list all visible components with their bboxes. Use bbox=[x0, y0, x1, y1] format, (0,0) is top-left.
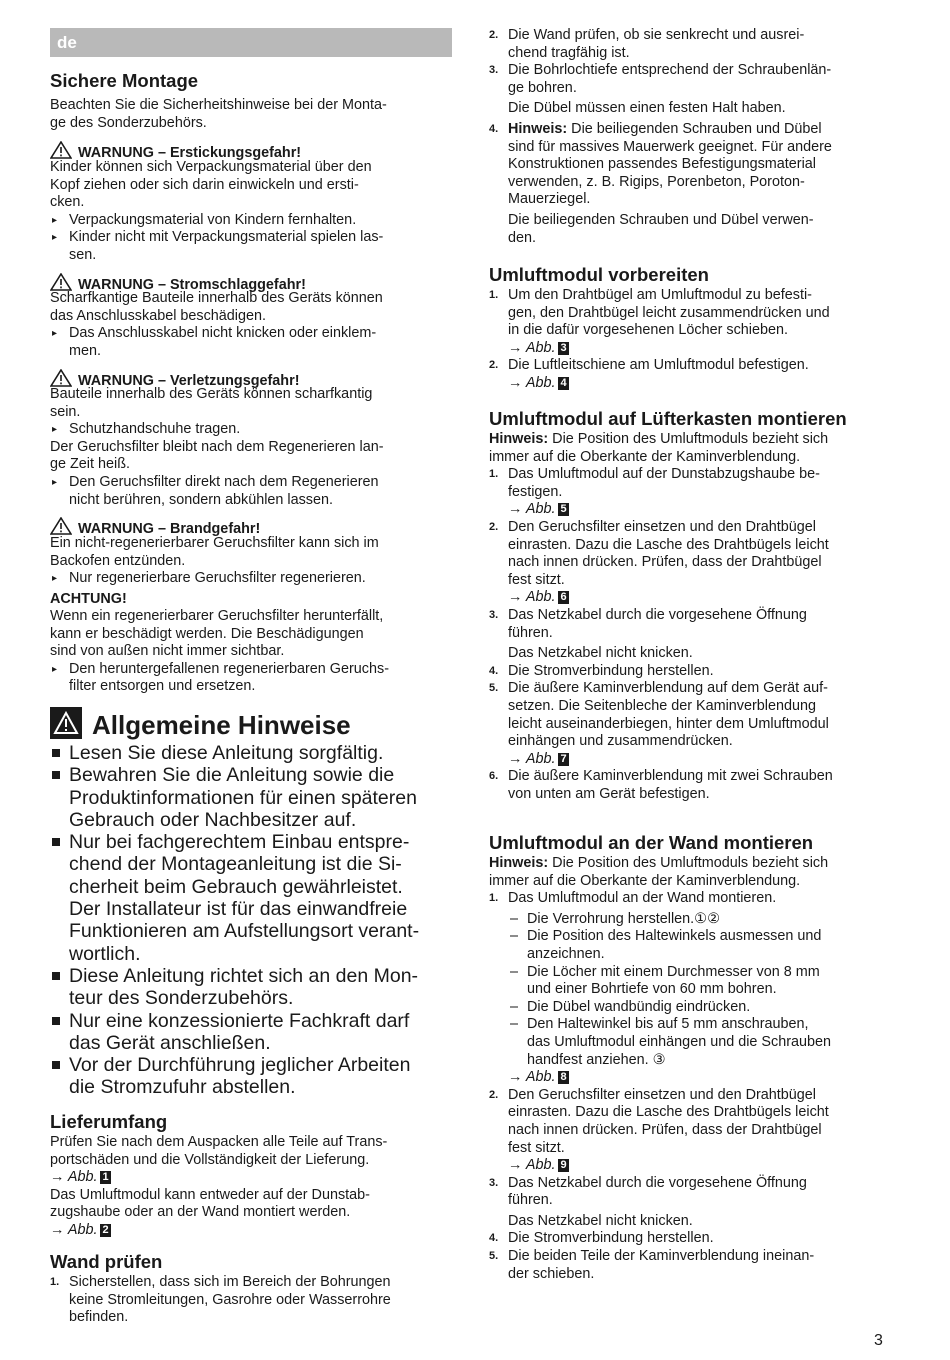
bullet-icon: ▸ bbox=[52, 476, 58, 488]
figure-number-badge: 8 bbox=[560, 1071, 567, 1084]
sub-item: – Die Dübel wandbündig eindrücken. bbox=[510, 998, 751, 1015]
arrow-icon: → bbox=[50, 1169, 65, 1186]
list-item: 1. Um den Drahtbügel am Umluftmodul zu befesti- gen, den Drahtbügel leicht zusammendrücken und in die dafür vorgesehenen Löcher schieben. → Abb. 3 bbox=[489, 287, 899, 357]
sub-item: – Den Haltewinkel bis auf 5 mm anschrauben, das Umluftmodul einhängen und die Schrauben handfest anziehen. ③ bbox=[510, 1016, 832, 1068]
list-item: 6. Die äußere Kaminverblendung mit zwei Schrauben von unten am Gerät befestigen. bbox=[489, 768, 833, 802]
list-item: Bewahren Sie die Anleitung sowie die Produktinformationen für einen späteren Gebrauch oder Nachbesitzer auf. bbox=[50, 764, 455, 831]
figure-number-badge: 9 bbox=[560, 1159, 567, 1172]
arrow-icon: → bbox=[508, 750, 523, 767]
warning-triangle-icon bbox=[50, 273, 72, 291]
arrow-icon: → bbox=[50, 1221, 65, 1238]
arrow-icon: → bbox=[508, 339, 523, 356]
figure-number-badge: 6 bbox=[560, 591, 567, 604]
figure-number-badge: 1 bbox=[102, 1171, 109, 1184]
bullet-icon: ▸ bbox=[52, 232, 58, 244]
figure-number-badge: 2 bbox=[102, 1223, 109, 1236]
figure-reference[interactable]: → Abb. 5 bbox=[508, 501, 567, 518]
vorbereiten-steps bbox=[489, 287, 899, 393]
warning-triangle-icon bbox=[50, 369, 72, 387]
list-item: Nur eine konzessionierte Fachkraft darf das Gerät anschließen. bbox=[50, 1010, 455, 1055]
figure-reference[interactable]: → Abb. 2 bbox=[50, 1221, 109, 1238]
warning-injury-text: Bauteile innerhalb des Geräts können scharfkantig sein. ▸ Schutzhandschuhe tragen. Der Geruchsfilter bleibt nach dem Regenerieren lan- ge Zeit heiß. ▸ Den Geruchsfilter direkt nach dem Regenerieren nicht berühren, sondern abkühlen lassen. bbox=[50, 386, 455, 509]
list-item: 3. Das Netzkabel durch die vorgesehene Öffnung führen. bbox=[489, 1174, 807, 1209]
square-bullet-icon bbox=[52, 771, 60, 779]
wand-pruefen-continued: 2. Die Wand prüfen, ob sie senkrecht und ausrei- chend tragfähig ist. 3. Die Bohrlochtiefe entsprechend der Schraubenlän- ge bohren. Die Dübel müssen einen festen Halt haben. 4. Hinweis: Die beiliegenden Schrauben und Dübel sind für massives Mauerwerk geeignet. Für andere Konstruktionen passendes Befestigungsmaterial verwenden, z. B. Rigips, Porenbeton, Poroton- Mauerziegel. Die beiliegenden Schrauben und Dübel verwen- den. bbox=[489, 27, 899, 247]
list-item: ▸ Verpackungsmaterial von Kindern fernhalten. bbox=[52, 211, 357, 228]
figure-reference[interactable]: → Abb. 3 bbox=[508, 339, 567, 356]
list-item: 4. Die Stromverbindung herstellen. bbox=[489, 662, 714, 679]
list-item: ▸ Nur regenerierbare Geruchsfilter regenerieren. bbox=[52, 570, 366, 587]
sichere-intro: Beachten Sie die Sicherheitshinweise bei der Monta- ge des Sonderzubehörs. bbox=[50, 97, 387, 131]
list-item: ▸ Kinder nicht mit Verpackungsmaterial spielen las- sen. bbox=[52, 229, 384, 263]
figure-reference[interactable]: → Abb. 9 bbox=[508, 1157, 567, 1174]
general-notes-list bbox=[50, 742, 455, 1099]
list-item: 2. Den Geruchsfilter einsetzen und den Drahtbügel einrasten. Dazu die Lasche des Drahtbügels leicht nach innen drücken. Prüfen, dass der Drahtbügel fest sitzt. → Abb. 6 bbox=[489, 519, 899, 607]
bullet-icon: ▸ bbox=[52, 663, 58, 675]
figure-reference[interactable]: → Abb. 1 bbox=[50, 1169, 109, 1186]
figure-reference[interactable]: → Abb. 8 bbox=[508, 1069, 567, 1086]
list-item: 3. Das Netzkabel durch die vorgesehene Öffnung führen. bbox=[489, 606, 807, 641]
wand-pruefen-step-1 bbox=[50, 1274, 455, 1327]
warning-triangle-icon bbox=[50, 517, 72, 535]
section-title-wand-montieren: Umluftmodul an der Wand montieren bbox=[489, 832, 814, 853]
warning-injury: WARNUNG – Verletzungsgefahr! bbox=[50, 369, 455, 391]
arrow-icon: → bbox=[508, 589, 523, 606]
bullet-icon: ▸ bbox=[52, 328, 58, 340]
sub-item: – Die Löcher mit einem Durchmesser von 8 mm und einer Bohrtiefe von 60 mm bohren. bbox=[510, 963, 820, 998]
list-item: ▸ Das Anschlusskabel nicht knicken oder einklem- men. bbox=[52, 325, 377, 359]
square-bullet-icon bbox=[52, 749, 60, 757]
list-item: Lesen Sie diese Anleitung sorgfältig. bbox=[50, 742, 455, 764]
list-item: 1. Das Umluftmodul an der Wand montieren. bbox=[489, 890, 777, 907]
warning-fire-text: Ein nicht-regenerierbarer Geruchsfilter kann sich im Backofen entzünden. ▸ Nur regenerierbare Geruchsfilter regenerieren. bbox=[50, 535, 455, 588]
luefterkasten-steps: Hinweis: Die Position des Umluftmoduls bezieht sich immer auf die Oberkante der Kaminverblendung. 1. Das Umluftmodul auf der Dunstabzugshaube be- festigen. → Abb. 5 2. Den Geruchsfilter einsetzen und den Drahtbügel einrasten. Dazu die Lasche des Drahtbügels leicht nach innen drücken. Prüfen, dass der Drahtbügel fest sitzt. → Abb. 6 3. Das Netzkabel durch die vorgesehene Öffnung führen. Das Netzkabel nicht knicken. 4. Die Stromverbindung herstellen. 5. Die äußere Kaminverblendung auf dem Gerät auf- setzen. Die Seitenbleche der Kaminverblendung leicht auseinanderbiegen, hinter dem Umluftmodul einhängen und zusammendrücken. → Abb. 7 6. Die äußere Kaminverblendung mit zwei Schrauben von unten am Gerät befestigen. bbox=[489, 431, 899, 803]
section-title-wand-pruefen: Wand prüfen bbox=[50, 1251, 163, 1272]
square-bullet-icon bbox=[52, 838, 60, 846]
language-label: de bbox=[57, 33, 77, 52]
list-item: 2. Die Wand prüfen, ob sie senkrecht und ausrei- chend tragfähig ist. bbox=[489, 27, 805, 61]
warning-electric-shock-text: Scharfkantige Bauteile innerhalb des Geräts können das Anschlusskabel beschädigen. ▸ Das Anschlusskabel nicht knicken oder einklem- men. bbox=[50, 290, 455, 360]
warning-suffocation-text: Kinder können sich Verpackungsmaterial über den Kopf ziehen oder sich darin einwickeln und ersti- cken. ▸ Verpackungsmaterial von Kindern fernhalten. ▸ Kinder nicht mit Verpackungsmaterial spielen las- sen. bbox=[50, 159, 455, 265]
figure-reference[interactable]: → Abb. 6 bbox=[508, 589, 567, 606]
section-title-sichere-montage: Sichere Montage bbox=[50, 70, 199, 91]
list-item: Vor der Durchführung jeglicher Arbeiten die Stromzufuhr abstellen. bbox=[50, 1054, 455, 1099]
warning-box-icon bbox=[50, 707, 82, 739]
list-item: 2. Den Geruchsfilter einsetzen und den Drahtbügel einrasten. Dazu die Lasche des Drahtbügels leicht nach innen drücken. Prüfen, dass der Drahtbügel fest sitzt. → Abb. 9 bbox=[489, 1087, 899, 1175]
list-item: Nur bei fachgerechtem Einbau entspre- chend der Montageanleitung ist die Si- cherheit beim Gebrauch gewährleistet. Der Installateur ist für das einwandfreie Funktionieren am Aufstellungsort verant- wortlich. bbox=[50, 831, 455, 965]
section-title-luefterkasten: Umluftmodul auf Lüfterkasten montieren bbox=[489, 408, 847, 429]
section-title-lieferumfang: Lieferumfang bbox=[50, 1111, 168, 1132]
warning-electric-shock: WARNUNG – Stromschlaggefahr! bbox=[50, 273, 455, 295]
caution-title: ACHTUNG! bbox=[50, 591, 127, 607]
figure-number-badge: 4 bbox=[560, 376, 567, 389]
list-item: 5. Die beiden Teile der Kaminverblendung ineinan- der schieben. bbox=[489, 1248, 815, 1282]
section-title-umluftmodul-vorbereiten: Umluftmodul vorbereiten bbox=[489, 264, 709, 285]
list-item: 3. Die Bohrlochtiefe entsprechend der Schraubenlän- ge bohren. bbox=[489, 62, 832, 96]
figure-number-badge: 5 bbox=[560, 503, 567, 516]
sub-item: – Die Verrohrung herstellen.①② bbox=[510, 910, 720, 927]
list-item: 5. Die äußere Kaminverblendung auf dem Gerät auf- setzen. Die Seitenbleche der Kaminverblendung leicht auseinanderbiegen, hinter dem Umluftmodul einhängen und zusammendrücken. → Abb. 7 bbox=[489, 680, 899, 768]
bullet-icon: ▸ bbox=[52, 573, 58, 585]
figure-reference[interactable]: → Abb. 4 bbox=[508, 374, 567, 391]
list-item: ▸ Den heruntergefallenen regenerierbaren Geruchs- filter entsorgen und ersetzen. bbox=[52, 660, 389, 695]
arrow-icon: → bbox=[508, 1157, 523, 1174]
list-item: 1. Sicherstellen, dass sich im Bereich der Bohrungen keine Stromleitungen, Gasrohre oder Wasserrohre befinden. bbox=[50, 1274, 391, 1326]
list-item: Diese Anleitung richtet sich an den Mon- teur des Sonderzubehörs. bbox=[50, 965, 455, 1010]
arrow-icon: → bbox=[508, 501, 523, 518]
language-bar bbox=[50, 28, 452, 57]
caution-text: Wenn ein regenerierbarer Geruchsfilter herunterfällt, kann er beschädigt werden. Die Beschädigungen sind von außen nicht immer sichtbar. ▸ Den heruntergefallenen regenerierbaren Geruchs- filter entsorgen und ersetzen. bbox=[50, 608, 455, 696]
warning-fire: WARNUNG – Brandgefahr! bbox=[50, 517, 455, 539]
bullet-icon: ▸ bbox=[52, 214, 58, 226]
square-bullet-icon bbox=[52, 1061, 60, 1069]
list-item: 4. Hinweis: Die beiliegenden Schrauben und Dübel sind für massives Mauerwerk geeignet. Für andere Konstruktionen passendes Befestigungsmaterial verwenden, z. B. Rigips, Porenbeton, Poroton- Mauerziegel. bbox=[489, 120, 832, 208]
list-item: 2. Die Luftleitschiene am Umluftmodul befestigen. → Abb. 4 bbox=[489, 357, 899, 392]
list-item: ▸ Den Geruchsfilter direkt nach dem Regenerieren nicht berühren, sondern abkühlen lassen. bbox=[52, 473, 379, 508]
square-bullet-icon bbox=[52, 1017, 60, 1025]
warning-triangle-icon bbox=[50, 141, 72, 159]
lieferumfang-text: Prüfen Sie nach dem Auspacken alle Teile auf Trans- portschäden und die Vollständigkeit der Lieferung. → Abb. 1 Das Umluftmodul kann entweder auf der Dunstab- zugshaube oder an der Wand montiert werden. → Abb. 2 bbox=[50, 1134, 455, 1240]
section-title-allgemeine-hinweise: Allgemeine Hinweise bbox=[50, 707, 455, 740]
warning-suffocation: WARNUNG – Erstickungsgefahr! bbox=[50, 141, 455, 163]
figure-number-badge: 7 bbox=[560, 752, 567, 765]
figure-reference[interactable]: → Abb. 7 bbox=[508, 750, 567, 767]
square-bullet-icon bbox=[52, 972, 60, 980]
arrow-icon: → bbox=[508, 1069, 523, 1086]
list-item: 4. Die Stromverbindung herstellen. bbox=[489, 1230, 714, 1247]
arrow-icon: → bbox=[508, 374, 523, 391]
figure-number-badge: 3 bbox=[560, 341, 567, 354]
wand-montieren-steps: Hinweis: Die Position des Umluftmoduls bezieht sich immer auf die Oberkante der Kaminverblendung. 1. Das Umluftmodul an der Wand montieren. – Die Verrohrung herstellen.①② – Die Position des Haltewinkels ausmessen und anzeichnen. – Die Löcher mit einem Durchmesser von 8 mm und einer Bohrtiefe von 60 mm bohren. – Die Dübel wandbündig eindrücken. – Den Haltewinkel bis auf 5 mm anschrauben, das Umluftmodul einhängen und die Schrauben handfest anziehen. ③ → Abb. 8 2. Den Geruchsfilter einsetzen und den Drahtbügel einrasten. Dazu die Lasche des Drahtbügels leicht nach innen drücken. Prüfen, dass der Drahtbügel fest sitzt. → Abb. 9 3. Das Netzkabel durch die vorgesehene Öffnung führen. Das Netzkabel nicht knicken. 4. Die Stromverbindung herstellen. 5. Die beiden Teile der Kaminverblendung ineinan- der schieben. bbox=[489, 855, 899, 1283]
list-item: 1. Das Umluftmodul auf der Dunstabzugshaube be- festigen. → Abb. 5 bbox=[489, 466, 899, 519]
page-number: 3 bbox=[874, 1332, 883, 1349]
list-item: ▸ Schutzhandschuhe tragen. bbox=[52, 421, 241, 438]
bullet-icon: ▸ bbox=[52, 424, 58, 436]
sub-item: – Die Position des Haltewinkels ausmessen und anzeichnen. bbox=[510, 928, 822, 962]
